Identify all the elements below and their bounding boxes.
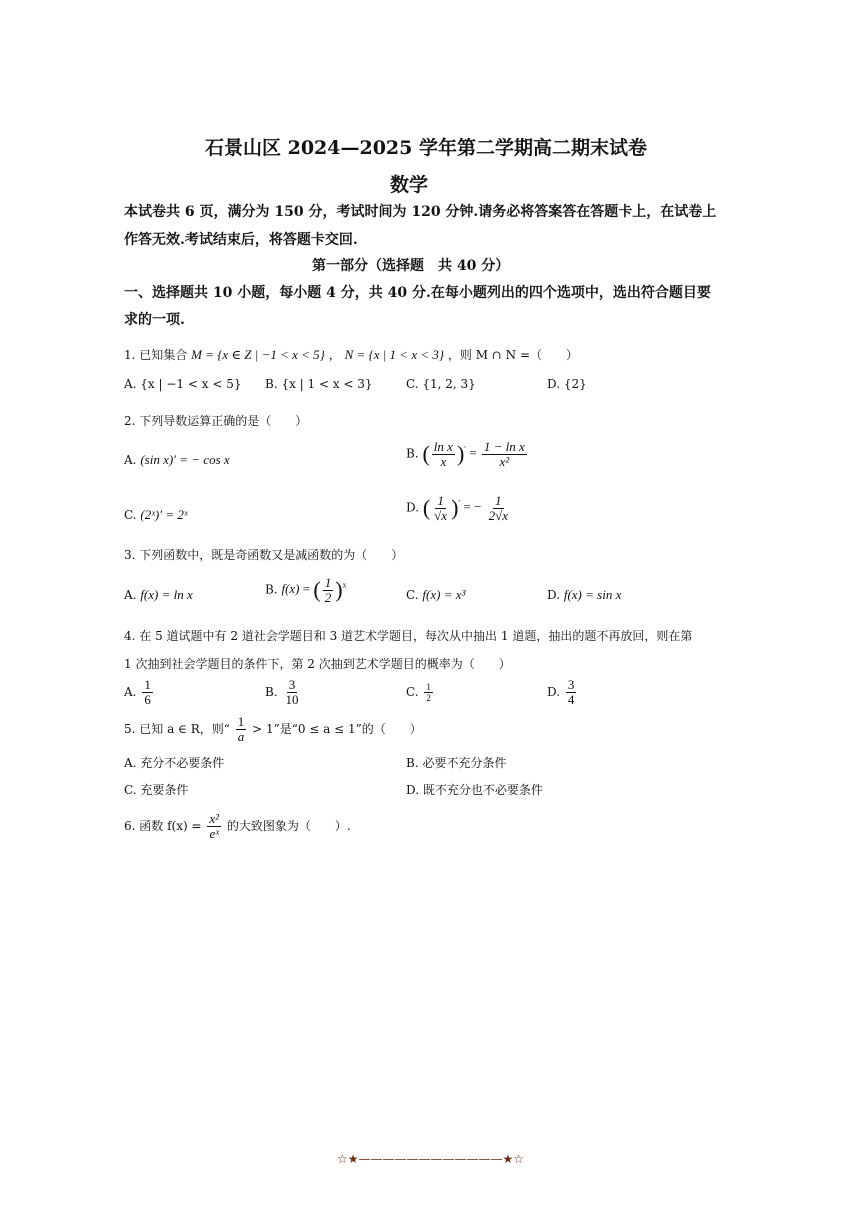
- q3-d-expr: f(x) = sin x: [563, 587, 622, 602]
- q4-d-den: 4: [567, 692, 575, 707]
- q2-a-label: A.: [124, 453, 137, 467]
- q3-d-label: D.: [547, 588, 561, 602]
- question-1: [124, 346, 578, 363]
- q4-d-label: D.: [547, 685, 561, 699]
- question-4-line-1: 4. 在 5 道试题中有 2 道社会学题目和 3 道艺术学题目，每次从中抽出 1 道题，抽出的题不再放回，则在第: [124, 629, 693, 643]
- q3-b-label: B.: [265, 582, 278, 597]
- q1-tail: ，则 M ∩ N =（ ）: [447, 348, 579, 362]
- q1-set-m: M = {x ∈ Z | −1 < x < 5}: [191, 347, 325, 362]
- q6-prefix: 6. 函数 f(x) =: [124, 819, 202, 833]
- q4-option-d: [547, 678, 578, 707]
- q1-set-n: N = {x | 1 < x < 3}: [344, 347, 445, 362]
- question-5: [124, 715, 422, 744]
- q2-b-label: B.: [406, 446, 419, 461]
- q1-option-a: A. {x | −1 < x < 5}: [124, 377, 242, 391]
- part-heading: 第一部分（选择题 共 40 分）: [312, 258, 510, 274]
- q4-a-den: 6: [144, 692, 151, 707]
- q3-c-expr: f(x) = x³: [422, 587, 466, 602]
- q3-option-b: [265, 576, 347, 605]
- q4-b-den: 10: [285, 692, 299, 707]
- part-instructions-1: 一、选择题共 10 小题，每小题 4 分，共 40 分.在每小题列出的四个选项中，选出符合题目要: [124, 285, 711, 301]
- q2-b-expr: ( $\frac{\text{ln x}}{x}$ )′ = $\frac{\text{1 − ln x}}{\text{x²}}$: [422, 439, 525, 469]
- q4-b-num: 3: [288, 677, 296, 692]
- q1-option-d: D. {2}: [547, 377, 587, 391]
- q5-prefix: 5. 已知 a ∈ R，则“: [124, 722, 230, 736]
- q4-c-den: 2: [426, 693, 431, 703]
- q3-option-a: [124, 587, 193, 603]
- q2-a-expr: (sin x)′ = − cos x: [140, 452, 230, 467]
- part-instructions-2: 求的一项.: [124, 312, 185, 328]
- q6-frac-den: eˣ: [209, 826, 219, 841]
- q4-a-num: 1: [144, 677, 151, 692]
- q2-c-label: C.: [124, 508, 137, 522]
- intro-line-2: 作答无效.考试结束后，将答题卡交回.: [124, 232, 358, 248]
- q4-option-c: [406, 682, 435, 703]
- q6-tail: 的大致图象为（ ）.: [226, 819, 351, 833]
- q1-option-b: B. {x | 1 < x < 3}: [265, 377, 373, 391]
- q4-option-a: [124, 678, 155, 707]
- q2-option-c: [124, 507, 188, 523]
- q5-option-a: A. 充分不必要条件: [124, 756, 225, 770]
- subject-title: 数学: [390, 174, 429, 196]
- question-3: 3. 下列函数中，既是奇函数又是减函数的为（ ）: [124, 548, 404, 562]
- q1-separator: ，: [328, 348, 341, 362]
- question-4-line-2: 1 次抽到社会学题目的条件下，第 2 次抽到艺术学题目的概率为（ ）: [124, 657, 511, 671]
- q4-b-label: B.: [265, 685, 278, 699]
- q3-a-label: A.: [124, 588, 137, 602]
- q5-option-c: C. 充要条件: [124, 783, 189, 797]
- q5-middle: > 1”是“0 ≤ a ≤ 1”的（ ）: [252, 722, 422, 736]
- q1-option-c: C. {1, 2, 3}: [406, 377, 476, 391]
- q2-d-expr: ( $\frac{1}{√x}$ )′ = − $\frac{1}{2√x}$: [422, 493, 508, 523]
- q2-option-d: [406, 494, 512, 523]
- q3-option-d: [547, 587, 621, 603]
- q2-option-a: [124, 452, 230, 468]
- q4-c-label: C.: [406, 685, 419, 699]
- q2-d-label: D.: [406, 500, 420, 515]
- q6-frac-num: x²: [209, 811, 220, 826]
- q3-b-expr: f(x) = ( $\frac{1}{2}$ )$^x$: [281, 575, 347, 605]
- q1-prefix: 1. 已知集合: [124, 348, 188, 362]
- q5-option-b: B. 必要不充分条件: [406, 756, 507, 770]
- q2-c-expr: (2ˣ)′ = 2ˣ: [140, 507, 188, 522]
- q4-d-num: 3: [567, 677, 575, 692]
- question-6: [124, 812, 351, 841]
- q3-option-c: [406, 587, 465, 603]
- q4-option-b: [265, 678, 302, 707]
- q4-a-label: A.: [124, 685, 137, 699]
- intro-line-1: 本试卷共 6 页，满分为 150 分，考试时间为 120 分钟.请务必将答案答在答题卡上，在试卷上: [124, 204, 717, 220]
- q5-option-d: D. 既不充分也不必要条件: [406, 783, 543, 797]
- q4-c-num: 1: [426, 682, 431, 692]
- q3-a-expr: f(x) = ln x: [140, 587, 193, 602]
- footer-decoration: ☆★————————————★☆: [337, 1152, 525, 1166]
- q3-c-label: C.: [406, 588, 419, 602]
- exam-title: 石景山区 2024—2025 学年第二学期高二期末试卷: [205, 137, 647, 159]
- q5-frac-den: a: [237, 729, 245, 744]
- question-2: 2. 下列导数运算正确的是（ ）: [124, 414, 308, 428]
- q2-option-b: [406, 440, 529, 469]
- q5-frac-num: 1: [237, 714, 245, 729]
